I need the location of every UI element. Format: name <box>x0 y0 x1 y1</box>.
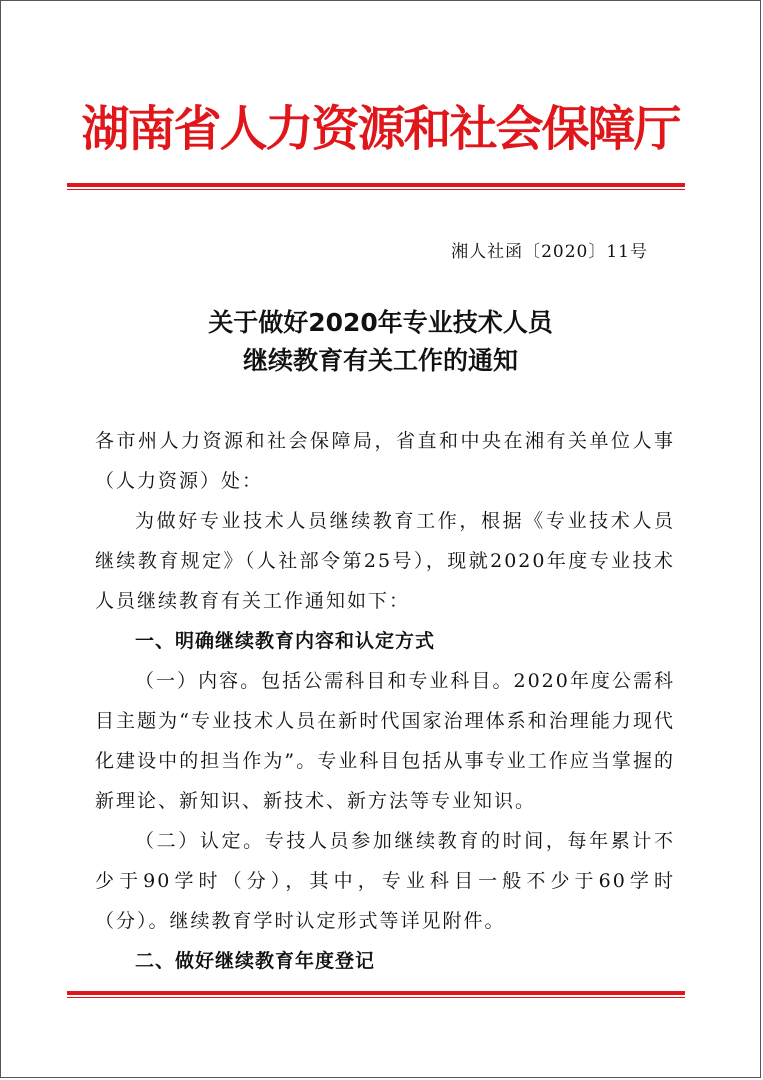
paragraph-content: （一）内容。包括公需科目和专业科目。2020年度公需科目主题为“专业技术人员在新时代国家治理体系和治理能力现代化建设中的担当作为”。专业科目包括从事专业工作应当掌握的新理论、新知识、新技术、新方法等专业知识。 <box>95 670 675 812</box>
letterhead-rule-thin <box>67 189 685 190</box>
document-title-line1: 关于做好2020年专业技术人员 <box>208 308 553 337</box>
agency-letterhead: 湖南省人力资源和社会保障厅 <box>81 101 680 157</box>
document-number: 湘人社函〔2020〕11号 <box>451 242 648 262</box>
section-heading-1: 一、明确继续教育内容和认定方式 <box>135 630 436 652</box>
document-title-line2: 继续教育有关工作的通知 <box>242 346 518 375</box>
addressee: 各市州人力资源和社会保障局，省直和中央在湘有关单位人事（人力资源）处： <box>95 430 675 492</box>
footer-rule-thin <box>67 997 685 998</box>
intro-paragraph: 为做好专业技术人员继续教育工作，根据《专业技术人员继续教育规定》（人社部令第25号），现就2020年度专业技术人员继续教育有关工作通知如下： <box>95 510 675 612</box>
section-heading-2: 二、做好继续教育年度登记 <box>135 950 376 972</box>
paragraph-certification: （二）认定。专技人员参加继续教育的时间，每年累计不少于90学时（分），其中，专业科目一般不少于60学时（分）。继续教育学时认定形式等详见附件。 <box>95 830 675 932</box>
document-body <box>95 421 675 981</box>
letterhead-rule-thick <box>67 183 685 187</box>
footer-rule-thick <box>67 991 685 995</box>
